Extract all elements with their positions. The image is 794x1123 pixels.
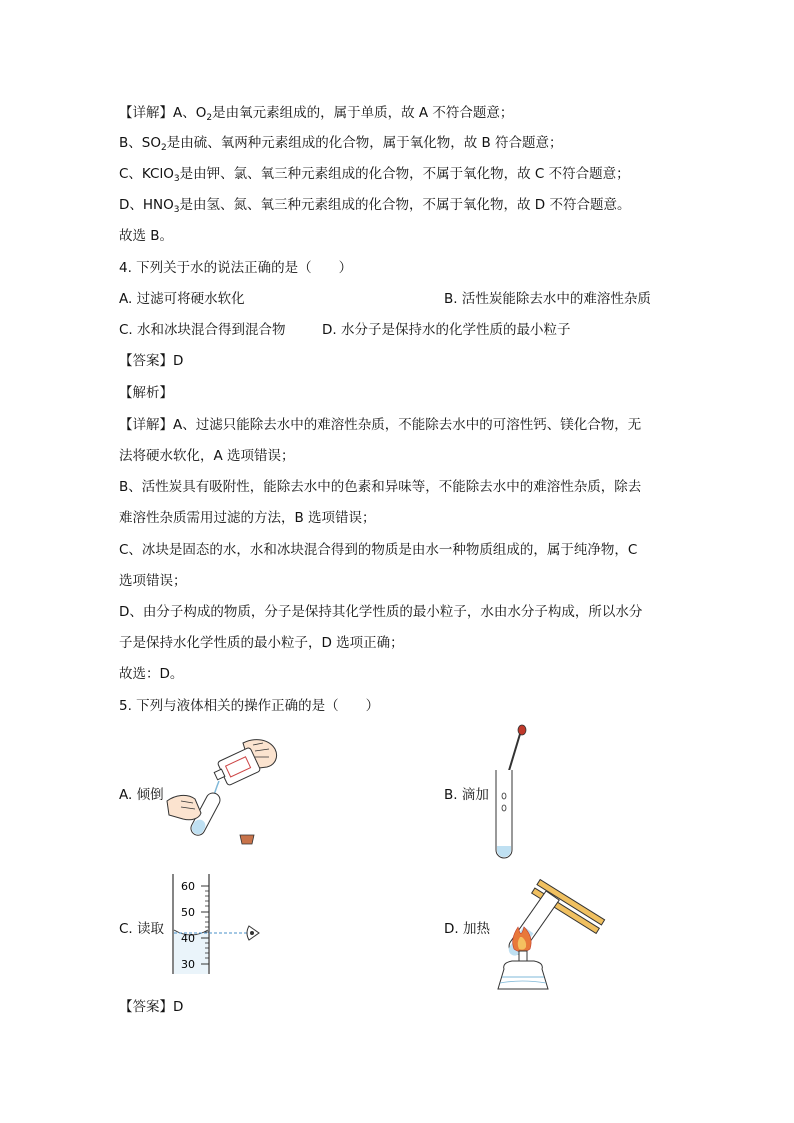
analysis-c-text-rest: 是由钾、氯、氧三种元素组成的化合物，不属于氧化物，故 C 不符合题意； <box>179 166 630 182</box>
analysis-d-text-rest: 是由氢、氮、氧三种元素组成的化合物，不属于氧化物，故 D 不符合题意。 <box>179 197 631 213</box>
subscript: 2 <box>160 143 167 153</box>
subscript: 2 <box>206 113 213 123</box>
q4-detail-line: 法将硬水软化，A 选项错误； <box>119 448 295 464</box>
tick-label: 60 <box>181 880 195 893</box>
q5-option-c-label: C. 读取 <box>119 921 165 937</box>
q5-option-d-label: D. 加热 <box>444 921 490 937</box>
q4-option-a: A. 过滤可将硬水软化 <box>119 291 245 307</box>
q4-detail-line: B、活性炭具有吸附性，能除去水中的色素和异味等，不能除去水中的难溶性杂质，除去 <box>119 479 642 495</box>
analysis-line-b <box>119 134 563 157</box>
q5-option-b-label: B. 滴加 <box>444 787 489 803</box>
q4-detail-line: 子是保持水化学性质的最小粒子，D 选项正确； <box>119 635 404 651</box>
subscript: 3 <box>173 174 180 184</box>
analysis-line-a <box>119 104 513 127</box>
pouring-liquid-illustration <box>165 735 285 850</box>
q4-detail-line: 选项错误； <box>119 573 187 589</box>
analysis-c-text: C、KClO <box>119 166 174 182</box>
q5-option-a-label: A. 倾倒 <box>119 787 164 803</box>
tick-label: 50 <box>181 906 195 919</box>
analysis-b-text: B、SO <box>119 135 161 151</box>
q4-detail-line: D、由分子构成的物质，分子是保持其化学性质的最小粒子，水由水分子构成，所以水分 <box>119 604 643 620</box>
q4-detail-line: 【详解】A、过滤只能除去水中的难溶性杂质，不能除去水中的可溶性钙、镁化合物，无 <box>119 417 642 433</box>
analysis-b-text-rest: 是由硫、氧两种元素组成的化合物，属于氧化物，故 B 符合题意； <box>166 135 563 151</box>
dropper-test-tube-illustration <box>490 722 530 862</box>
q4-detail-line: 故选：D。 <box>119 666 184 682</box>
q4-detail-line: C、冰块是固态的水，水和冰块混合得到的物质是由水一种物质组成的，属于纯净物，C <box>119 542 638 558</box>
analysis-a-text: 【详解】A、O <box>119 105 207 121</box>
question-4-stem: 4. 下列关于水的说法正确的是（ ） <box>119 260 353 276</box>
tick-label: 40 <box>181 932 195 945</box>
q4-answer: 【答案】D <box>119 353 184 369</box>
q4-option-d: D. 水分子是保持水的化学性质的最小粒子 <box>322 322 571 338</box>
analysis-line-c <box>119 165 630 188</box>
analysis-d-text: D、HNO <box>119 197 174 213</box>
q5-answer: 【答案】D <box>119 999 184 1015</box>
analysis-conclusion: 故选 B。 <box>119 228 174 244</box>
graduated-cylinder-illustration <box>165 870 265 980</box>
q4-analysis-heading: 【解析】 <box>119 385 173 401</box>
q4-option-b: B. 活性炭能除去水中的难溶性杂质 <box>444 291 651 307</box>
analysis-a-text-rest: 是由氧元素组成的，属于单质，故 A 不符合题意； <box>212 105 514 121</box>
q4-detail-line: 难溶性杂质需用过滤的方法，B 选项错误； <box>119 510 376 526</box>
heating-test-tube-illustration <box>492 865 607 995</box>
q4-option-c: C. 水和冰块混合得到混合物 <box>119 322 286 338</box>
question-5-stem: 5. 下列与液体相关的操作正确的是（ ） <box>119 698 380 714</box>
tick-label: 30 <box>181 958 195 971</box>
subscript: 3 <box>173 205 180 215</box>
analysis-line-d <box>119 196 631 219</box>
